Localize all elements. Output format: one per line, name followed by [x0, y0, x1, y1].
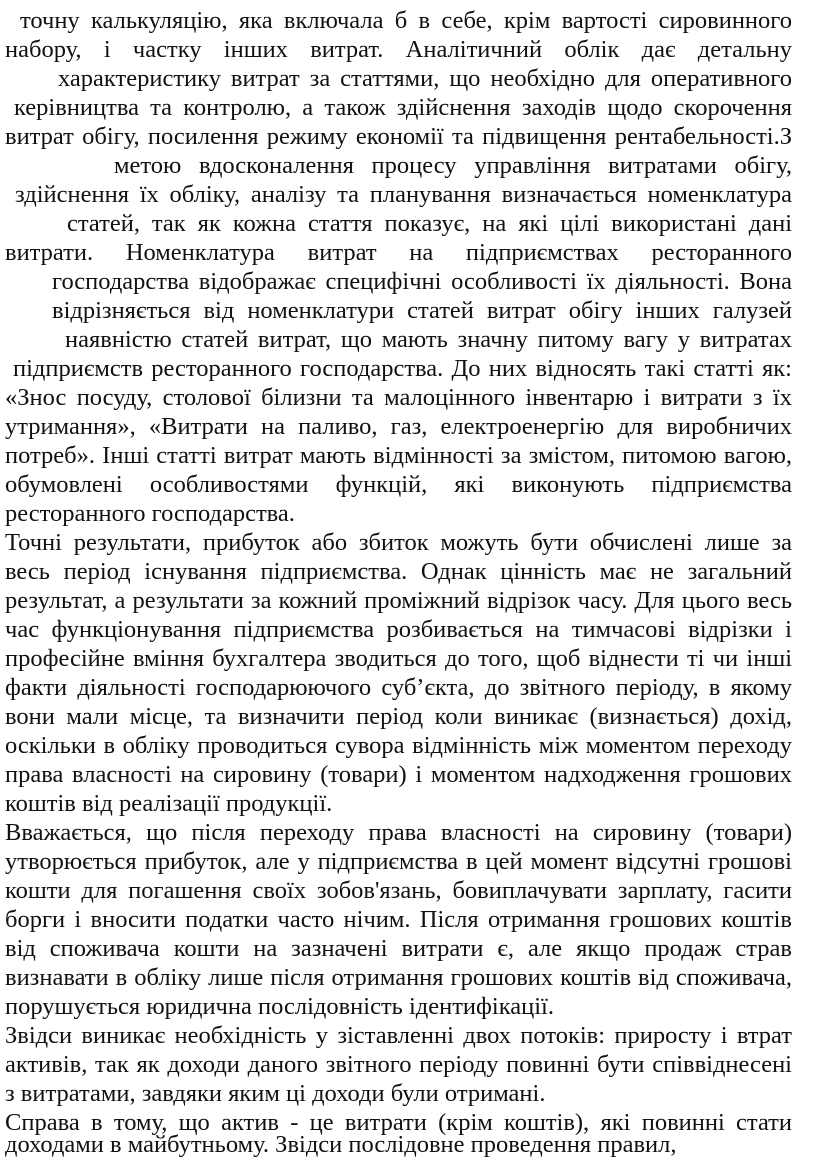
text-line: наявністю статей витрат, що мають значну питому вагу у витратах — [65, 326, 792, 353]
text-line: Вважається, що після переходу права власності на сировину (товари) — [5, 819, 792, 846]
text-line: ресторанного господарства. — [5, 500, 295, 527]
text-line: коштів від реалізації продукції. — [5, 790, 333, 817]
text-line: господарства відображає специфічні особливості їх діяльності. Вона — [52, 268, 792, 295]
text-line: час функціонування підприємства розбивається на тимчасові відрізки і — [5, 616, 792, 643]
text-line: оскільки в обліку проводиться сувора відмінність між моментом переходу — [5, 732, 792, 759]
text-line: утримання», «Витрати на паливо, газ, електроенергію для виробничих — [5, 413, 792, 440]
text-line: активів, так як доходи даного звітного періоду повинні бути співвіднесені — [5, 1051, 792, 1078]
text-line: Звідси виникає необхідність у зіставленні двох потоків: приросту і втрат — [5, 1022, 792, 1049]
text-line: відрізняється від номенклатури статей витрат обігу інших галузей — [52, 297, 792, 324]
text-line: метою вдосконалення процесу управління витратами обігу, — [114, 152, 792, 179]
text-line: факти діяльності господарюючого суб’єкта, до звітного періоду, в якому — [5, 674, 792, 701]
text-line: весь період існування підприємства. Однак цінність має не загальний — [5, 558, 792, 585]
text-line: борги і вносити податки часто нічим. Після отримання грошових коштів — [5, 906, 792, 933]
text-line: права власності на сировину (товари) і моментом надходження грошових — [5, 761, 792, 788]
text-line: обумовлені особливостями функцій, які виконують підприємства — [5, 471, 792, 498]
text-line: керівництва та контролю, а також здійснення заходів щодо скорочення — [14, 94, 792, 121]
text-line: витрати. Номенклатура витрат на підприємствах ресторанного — [5, 239, 792, 266]
text-line: визнавати в обліку лише після отримання грошових коштів від споживача, — [5, 964, 792, 991]
text-line: порушується юридична послідовність ідентифікації. — [5, 993, 554, 1020]
text-line: Точні результати, прибуток або збиток можуть бути обчислені лише за — [5, 529, 792, 556]
text-line: характеристику витрат за статтями, що необхідно для оперативного — [58, 65, 792, 92]
text-line: здійснення їх обліку, аналізу та планування визначається номенклатура — [15, 181, 792, 208]
text-line: професійне вміння бухгалтера зводиться до того, щоб віднести ті чи інші — [5, 645, 792, 672]
text-line: кошти для погашення своїх зобов'язань, бовиплачувати зарплату, гасити — [5, 877, 792, 904]
text-line: підприємств ресторанного господарства. До них відносять такі статті як: — [13, 355, 792, 382]
text-line: потреб». Інші статті витрат мають відмінності за змістом, питомою вагою, — [5, 442, 792, 469]
text-line: доходами в майбутньому. Звідси послідовне проведення правил, — [5, 1131, 677, 1158]
text-line: «Знос посуду, столової білизни та малоцінного інвентарю і витрати з їх — [5, 384, 792, 411]
text-line: витрат обігу, посилення режиму економії та підвищення рентабельності.З — [5, 123, 792, 150]
text-line: точну калькуляцію, яка включала б в себе, крім вартості сировинного — [20, 7, 792, 34]
text-line: з витратами, завдяки яким ці доходи були отримані. — [5, 1080, 546, 1107]
text-line: Справа в тому, що актив - це витрати (крім коштів), які повинні стати — [5, 1109, 792, 1136]
text-line: набору, і частку інших витрат. Аналітичний облік дає детальну — [5, 36, 792, 63]
text-line: статей, так як кожна стаття показує, на які цілі використані дані — [67, 210, 792, 237]
text-line: від споживача кошти на зазначені витрати є, але якщо продаж страв — [5, 935, 792, 962]
text-line: результат, а результати за кожний проміжний відрізок часу. Для цього весь — [5, 587, 792, 614]
text-line: утворюється прибуток, але у підприємства в цей момент відсутні грошові — [5, 848, 792, 875]
text-line: вони мали місце, та визначити період коли виникає (визнається) дохід, — [5, 703, 792, 730]
